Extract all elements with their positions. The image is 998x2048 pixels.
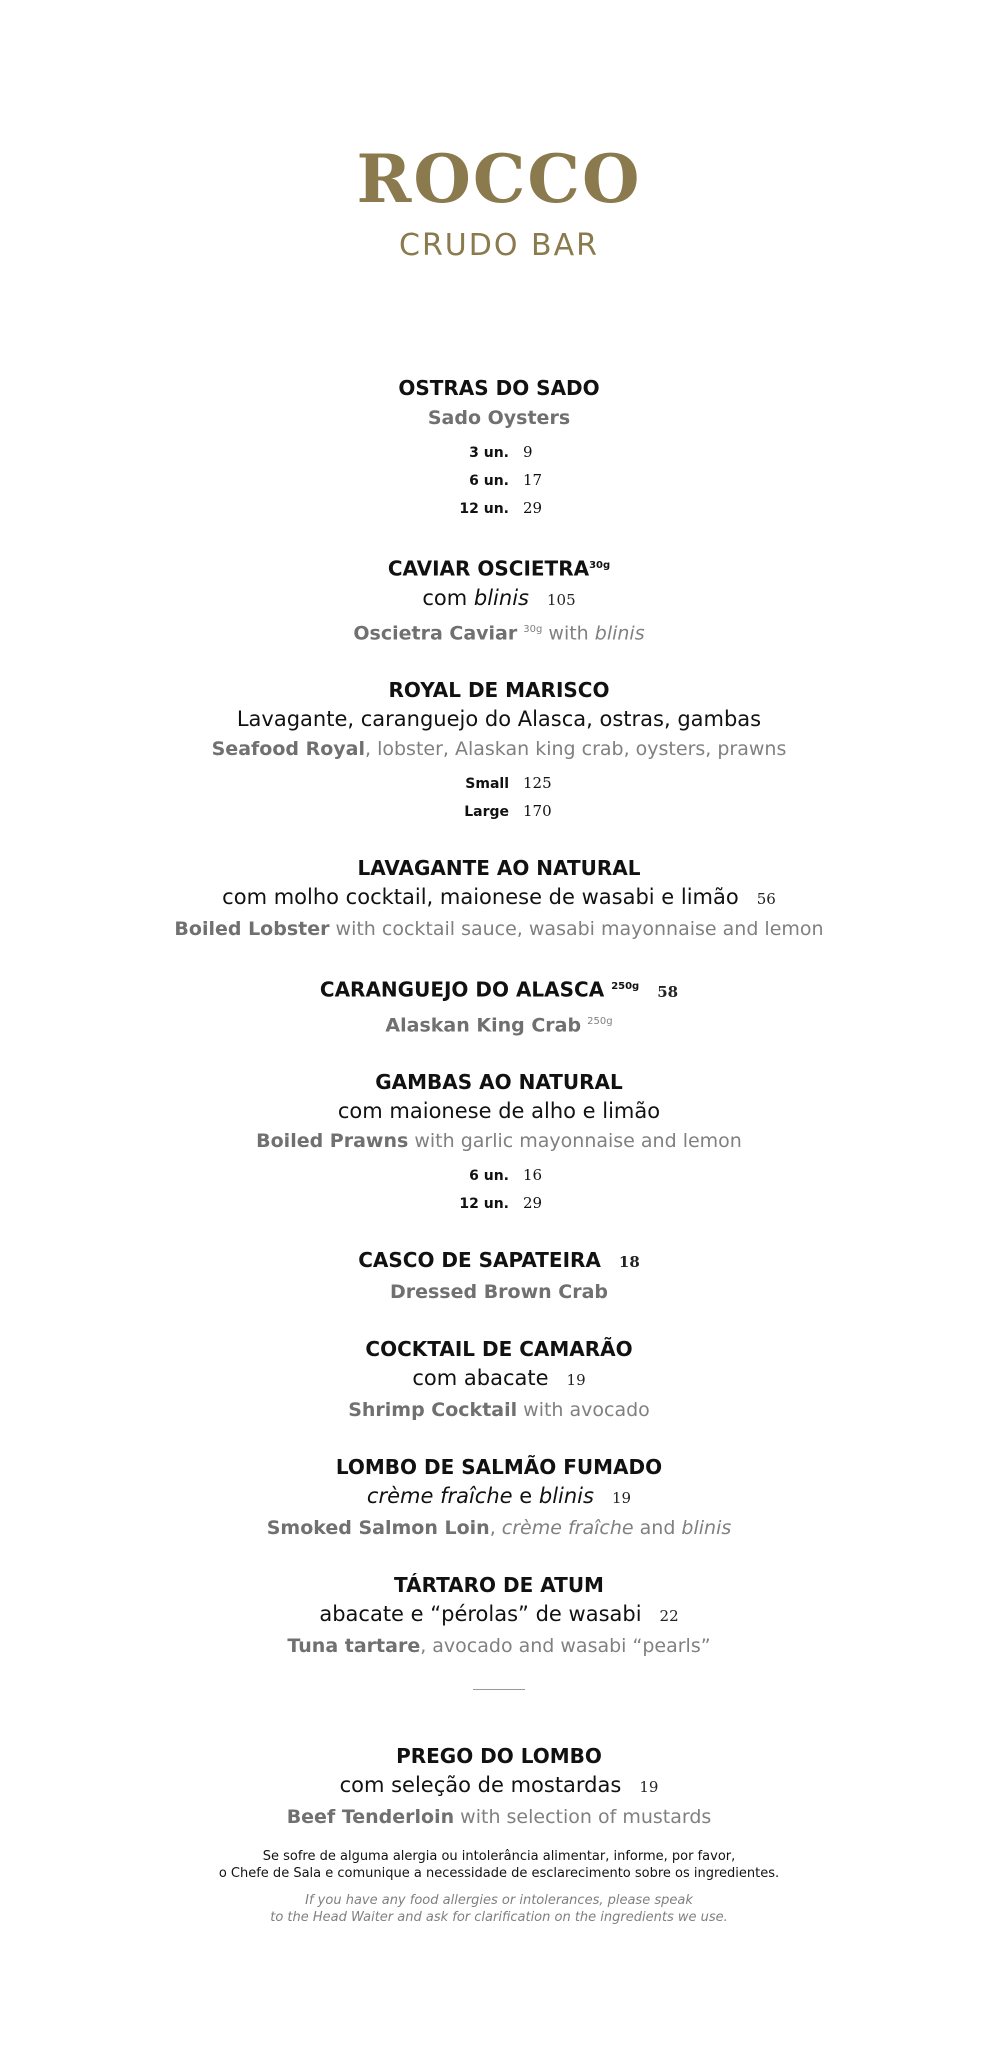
item-english-name: Seafood Royal (211, 737, 366, 760)
item-english-weight: 30g (523, 623, 543, 635)
item-title: LAVAGANTE AO NATURAL (357, 855, 641, 880)
menu-item-gambas (0, 1068, 998, 1218)
item-english-italic: blinis (681, 1516, 732, 1539)
size-price: 125 (523, 773, 552, 792)
section-divider (473, 1689, 525, 1690)
item-desc-italic: crème fraîche (366, 1483, 513, 1508)
size-list (0, 1162, 998, 1218)
size-price: 29 (523, 499, 543, 517)
menu-list (0, 374, 998, 1860)
item-title: CARANGUEJO DO ALASCA (319, 977, 605, 1002)
item-english-weight: 250g (587, 1015, 613, 1027)
item-english (0, 1631, 998, 1661)
item-weight: 250g (611, 980, 640, 992)
size-row (0, 495, 998, 523)
item-title-row (0, 972, 998, 1007)
item-english-name: Tuna tartare (287, 1634, 421, 1657)
size-row (0, 798, 998, 826)
item-desc-italic: blinis (473, 585, 529, 610)
menu-item-cocktail (0, 1335, 998, 1425)
size-row (0, 1190, 998, 1218)
menu-item-prego (0, 1742, 998, 1832)
item-english-name: Alaskan King Crab (385, 1013, 582, 1036)
item-english-italic: blinis (594, 621, 645, 644)
menu-item-ostras (0, 374, 998, 523)
item-english-name: Boiled Lobster (174, 917, 330, 940)
item-english-text: and (633, 1516, 682, 1539)
item-description (0, 1600, 998, 1631)
item-english-text: with selection of mustards (454, 1805, 712, 1828)
item-english (0, 734, 998, 764)
item-english-text: , lobster, Alaskan king crab, oysters, prawns (365, 737, 787, 760)
size-label: Large (464, 803, 509, 820)
item-english-name: Sado Oysters (427, 407, 571, 429)
notice-line: If you have any food allergies or intolerances, please speak (305, 1893, 693, 1908)
item-english-italic: crème fraîche (501, 1516, 634, 1539)
item-desc-text: com abacate (412, 1365, 549, 1390)
item-price: 18 (618, 1252, 640, 1271)
size-label: 6 un. (469, 473, 509, 489)
menu-item-casco (0, 1246, 998, 1307)
item-english-text: , (489, 1516, 502, 1539)
item-english-name: Oscietra Caviar (353, 621, 518, 644)
item-title-row (0, 551, 998, 584)
size-row (0, 1162, 998, 1190)
item-english (0, 1126, 998, 1156)
item-english (0, 403, 998, 433)
size-price: 9 (523, 443, 533, 461)
size-label: 12 un. (459, 1195, 509, 1212)
item-english-text: , avocado and wasabi “pearls” (420, 1634, 711, 1657)
item-desc-text: com molho cocktail, maionese de wasabi e limão (222, 884, 739, 909)
item-english (0, 1007, 998, 1040)
item-title: PREGO DO LOMBO (396, 1743, 602, 1768)
item-title: CAVIAR OSCIETRA (387, 556, 590, 581)
size-price: 16 (523, 1165, 543, 1184)
item-english-name: Dressed Brown Crab (389, 1280, 609, 1303)
item-english-name: Boiled Prawns (256, 1129, 409, 1152)
item-title: CASCO DE SAPATEIRA (358, 1247, 601, 1272)
menu-item-caviar (0, 551, 998, 648)
notice-line: o Chefe de Sala e comunique a necessidade de esclarecimento sobre os ingredientes. (218, 1866, 780, 1881)
item-english-text: with avocado (517, 1398, 650, 1421)
item-desc-italic: blinis (538, 1483, 594, 1508)
size-list (0, 770, 998, 826)
menu-item-caranguejo (0, 972, 998, 1040)
item-english (0, 615, 998, 648)
item-english-text: with cocktail sauce, wasabi mayonnaise and lemon (329, 917, 824, 940)
item-title: GAMBAS AO NATURAL (375, 1069, 623, 1094)
item-price: 19 (639, 1777, 659, 1796)
item-desc-text: com (422, 585, 474, 610)
item-title: OSTRAS DO SADO (398, 376, 600, 400)
size-row (0, 439, 998, 467)
item-desc-text: com seleção de mostardas (339, 1772, 622, 1797)
item-description (0, 1364, 998, 1395)
item-weight: 30g (589, 560, 611, 571)
item-price: 58 (657, 982, 679, 1001)
size-label: 12 un. (459, 501, 509, 517)
size-label: 3 un. (469, 445, 509, 461)
item-desc-text: abacate e “pérolas” de wasabi (319, 1601, 642, 1626)
menu-item-lavagante (0, 854, 998, 944)
item-english (0, 1802, 998, 1832)
menu-item-salmao (0, 1453, 998, 1543)
size-price: 17 (523, 471, 543, 489)
item-price: 19 (566, 1370, 586, 1389)
item-english (0, 1395, 998, 1425)
item-english-text: with garlic mayonnaise and lemon (408, 1129, 742, 1152)
item-english-name: Shrimp Cocktail (348, 1398, 518, 1421)
brand-subtitle: CRUDO BAR (399, 228, 599, 263)
size-price: 170 (523, 801, 552, 820)
size-label: 6 un. (469, 1167, 509, 1184)
menu-item-tartaro (0, 1571, 998, 1661)
item-title: LOMBO DE SALMÃO FUMADO (335, 1454, 663, 1479)
item-price: 56 (756, 889, 776, 908)
item-price: 105 (546, 590, 576, 609)
brand-logo: ROCCO (356, 140, 642, 218)
item-english (0, 1277, 998, 1307)
item-title: COCKTAIL DE CAMARÃO (365, 1336, 633, 1361)
item-description (0, 883, 998, 914)
item-description (0, 1482, 998, 1513)
item-english (0, 1513, 998, 1543)
item-description: Lavagante, caranguejo do Alasca, ostras, gambas (236, 706, 762, 731)
size-list (0, 439, 998, 523)
item-title: ROYAL DE MARISCO (388, 677, 610, 702)
menu-item-royal (0, 676, 998, 826)
item-price: 19 (611, 1488, 632, 1507)
item-english-text: with (542, 621, 595, 644)
item-english-name: Beef Tenderloin (286, 1805, 455, 1828)
notice-line: Se sofre de alguma alergia ou intolerância alimentar, informe, por favor, (262, 1849, 736, 1864)
item-english-name: Smoked Salmon Loin (266, 1516, 490, 1539)
item-desc-text: e (512, 1483, 539, 1508)
size-label: Small (465, 775, 509, 792)
allergy-notice-pt (0, 1848, 998, 1882)
notice-line: to the Head Waiter and ask for clarification on the ingredients we use. (270, 1910, 728, 1925)
allergy-notice-en (0, 1892, 998, 1926)
size-price: 29 (523, 1193, 543, 1212)
item-price: 22 (659, 1606, 679, 1625)
item-english (0, 914, 998, 944)
allergy-notice (0, 1848, 998, 1926)
item-title: TÁRTARO DE ATUM (394, 1572, 604, 1597)
size-row (0, 467, 998, 495)
item-description (0, 1771, 998, 1802)
item-description: com maionese de alho e limão (337, 1098, 661, 1123)
size-row (0, 770, 998, 798)
item-description (0, 584, 998, 615)
item-title-row (0, 1246, 998, 1277)
